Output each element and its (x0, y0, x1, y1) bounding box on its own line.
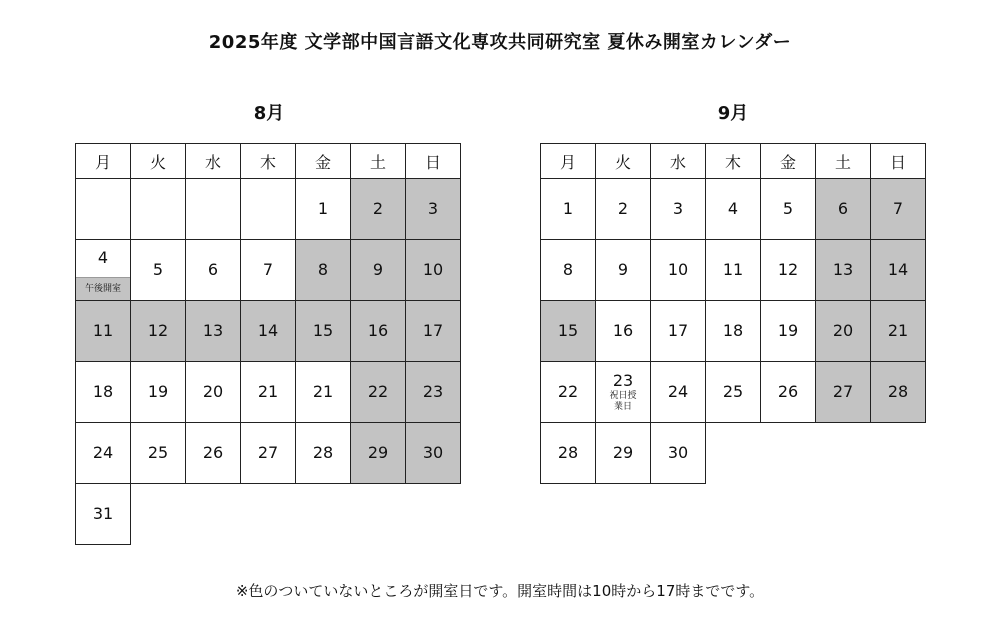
day-cell-open (131, 362, 186, 423)
day-number: 4 (97, 248, 109, 267)
day-cell-open (241, 362, 296, 423)
august-title: 8月 (253, 103, 285, 124)
weekday-header: 日 (871, 144, 926, 179)
weekday-header: 火 (131, 144, 186, 179)
day-number: 15 (557, 321, 579, 340)
day-cell-open (596, 179, 651, 240)
empty-cell (296, 484, 351, 545)
empty-cell (406, 484, 461, 545)
weekday-header: 土 (816, 144, 871, 179)
weekday-header: 日 (406, 144, 461, 179)
day-cell-open (541, 179, 596, 240)
day-number: 12 (147, 321, 169, 340)
day-cell-closed (816, 179, 871, 240)
day-number: 10 (422, 260, 444, 279)
day-number: 22 (367, 382, 389, 401)
day-cell-closed (351, 423, 406, 484)
weekday-header: 水 (186, 144, 241, 179)
day-cell-open (596, 423, 651, 484)
weekday-header: 水 (651, 144, 706, 179)
week-row (541, 423, 926, 484)
day-cell-open (651, 423, 706, 484)
day-number: 8 (317, 260, 329, 279)
day-number: 27 (257, 443, 279, 462)
day-number: 21 (312, 382, 334, 401)
day-number: 16 (367, 321, 389, 340)
weekday-header-row (541, 144, 926, 179)
day-cell-closed (351, 362, 406, 423)
day-cell-open (596, 362, 651, 423)
day-cell-closed (296, 301, 351, 362)
week-row (76, 484, 461, 545)
afternoon-open-label: 午後開室 (76, 277, 130, 300)
day-number: 6 (207, 260, 219, 279)
day-number: 31 (92, 504, 114, 523)
empty-cell (131, 484, 186, 545)
september-title: 9月 (717, 103, 749, 124)
day-number: 14 (257, 321, 279, 340)
day-cell-open (76, 423, 131, 484)
day-number: 15 (312, 321, 334, 340)
day-cell-open (596, 301, 651, 362)
day-cell-closed (351, 301, 406, 362)
day-cell-open (131, 423, 186, 484)
day-cell-open (186, 362, 241, 423)
day-cell-closed (351, 240, 406, 301)
day-number: 9 (372, 260, 384, 279)
day-cell-closed (406, 179, 461, 240)
empty-cell (816, 423, 871, 484)
weekday-header: 火 (596, 144, 651, 179)
day-number: 11 (722, 260, 744, 279)
day-number: 25 (722, 382, 744, 401)
day-number: 6 (837, 199, 849, 218)
week-row (541, 362, 926, 423)
day-cell-open (241, 423, 296, 484)
day-number: 10 (667, 260, 689, 279)
day-number: 24 (92, 443, 114, 462)
day-cell-open (761, 362, 816, 423)
day-number: 26 (202, 443, 224, 462)
day-number: 3 (427, 199, 439, 218)
day-cell-closed (871, 240, 926, 301)
day-number: 17 (422, 321, 444, 340)
empty-cell (761, 423, 816, 484)
day-number: 17 (667, 321, 689, 340)
day-cell-closed (406, 423, 461, 484)
day-number: 1 (317, 199, 329, 218)
day-cell-open (76, 179, 131, 240)
day-cell-open (596, 240, 651, 301)
day-cell-closed (406, 362, 461, 423)
day-number: 18 (722, 321, 744, 340)
day-cell-closed (541, 301, 596, 362)
day-number: 13 (202, 321, 224, 340)
day-cell-closed (871, 362, 926, 423)
day-number: 12 (777, 260, 799, 279)
weekday-header: 木 (706, 144, 761, 179)
week-row (76, 362, 461, 423)
day-cell-closed (406, 240, 461, 301)
september-calendar (540, 143, 926, 484)
day-cell-open (761, 301, 816, 362)
day-cell-open (186, 423, 241, 484)
day-cell-open (76, 484, 131, 545)
day-cell-open (186, 240, 241, 301)
day-cell-closed (351, 179, 406, 240)
weekday-header: 月 (541, 144, 596, 179)
holiday-class-day-label: 祝日授業日 (609, 390, 637, 412)
day-number: 7 (262, 260, 274, 279)
day-number: 7 (892, 199, 904, 218)
day-number: 24 (667, 382, 689, 401)
weekday-header: 金 (296, 144, 351, 179)
day-number: 29 (612, 443, 634, 462)
day-cell-open (706, 362, 761, 423)
day-number: 23 (422, 382, 444, 401)
empty-cell (186, 484, 241, 545)
day-cell-open (186, 179, 241, 240)
weekday-header: 金 (761, 144, 816, 179)
day-number: 5 (782, 199, 794, 218)
day-cell-open (296, 362, 351, 423)
weekday-header: 土 (351, 144, 406, 179)
day-number: 16 (612, 321, 634, 340)
day-number: 5 (152, 260, 164, 279)
day-number: 13 (832, 260, 854, 279)
weekday-header: 月 (76, 144, 131, 179)
day-number: 30 (422, 443, 444, 462)
week-row (76, 179, 461, 240)
day-number: 19 (147, 382, 169, 401)
week-row (541, 240, 926, 301)
day-cell-open (706, 301, 761, 362)
day-cell-closed (241, 301, 296, 362)
day-cell-closed (871, 179, 926, 240)
day-number: 26 (777, 382, 799, 401)
day-number: 2 (617, 199, 629, 218)
weekday-header: 木 (241, 144, 296, 179)
august-calendar (75, 143, 461, 545)
day-number: 27 (832, 382, 854, 401)
day-number: 28 (312, 443, 334, 462)
day-cell-open (706, 179, 761, 240)
empty-cell (871, 423, 926, 484)
day-number: 20 (202, 382, 224, 401)
day-cell-open (651, 240, 706, 301)
empty-cell (241, 484, 296, 545)
day-cell-open (241, 179, 296, 240)
weekday-header-row (76, 144, 461, 179)
day-cell-open (651, 179, 706, 240)
day-cell-closed (816, 362, 871, 423)
day-number: 28 (557, 443, 579, 462)
day-cell-open (76, 362, 131, 423)
day-number: 22 (557, 382, 579, 401)
day-number: 30 (667, 443, 689, 462)
day-number: 29 (367, 443, 389, 462)
day-number: 28 (887, 382, 909, 401)
day-cell-open (76, 240, 131, 301)
day-number: 21 (257, 382, 279, 401)
day-cell-closed (186, 301, 241, 362)
day-cell-open (761, 179, 816, 240)
day-cell-open (541, 423, 596, 484)
week-row (76, 301, 461, 362)
day-cell-closed (296, 240, 351, 301)
day-number: 23 (612, 370, 634, 390)
day-number: 14 (887, 260, 909, 279)
day-cell-closed (816, 301, 871, 362)
empty-cell (351, 484, 406, 545)
day-number: 18 (92, 382, 114, 401)
day-cell-closed (131, 301, 186, 362)
day-number: 21 (887, 321, 909, 340)
day-number: 3 (672, 199, 684, 218)
day-number: 1 (562, 199, 574, 218)
day-cell-open (651, 301, 706, 362)
week-row (76, 240, 461, 301)
week-row (541, 301, 926, 362)
day-cell-open (706, 240, 761, 301)
empty-cell (706, 423, 761, 484)
day-number: 4 (727, 199, 739, 218)
day-cell-open (541, 362, 596, 423)
day-cell-open (541, 240, 596, 301)
day-number: 8 (562, 260, 574, 279)
day-cell-closed (76, 301, 131, 362)
day-number: 20 (832, 321, 854, 340)
day-number: 19 (777, 321, 799, 340)
day-number: 9 (617, 260, 629, 279)
day-number: 2 (372, 199, 384, 218)
page-title: 2025年度 文学部中国言語文化専攻共同研究室 夏休み開室カレンダー (208, 32, 792, 53)
day-number: 11 (92, 321, 114, 340)
day-cell-open (241, 240, 296, 301)
day-cell-open (296, 179, 351, 240)
day-cell-open (131, 240, 186, 301)
day-cell-open (131, 179, 186, 240)
day-cell-closed (871, 301, 926, 362)
day-cell-closed (406, 301, 461, 362)
week-row (541, 179, 926, 240)
day-cell-open (651, 362, 706, 423)
footnote: ※色のついていないところが開室日です。開室時間は10時から17時までです。 (235, 582, 765, 600)
day-cell-closed (816, 240, 871, 301)
week-row (76, 423, 461, 484)
day-cell-open (296, 423, 351, 484)
day-cell-open (761, 240, 816, 301)
day-number: 25 (147, 443, 169, 462)
